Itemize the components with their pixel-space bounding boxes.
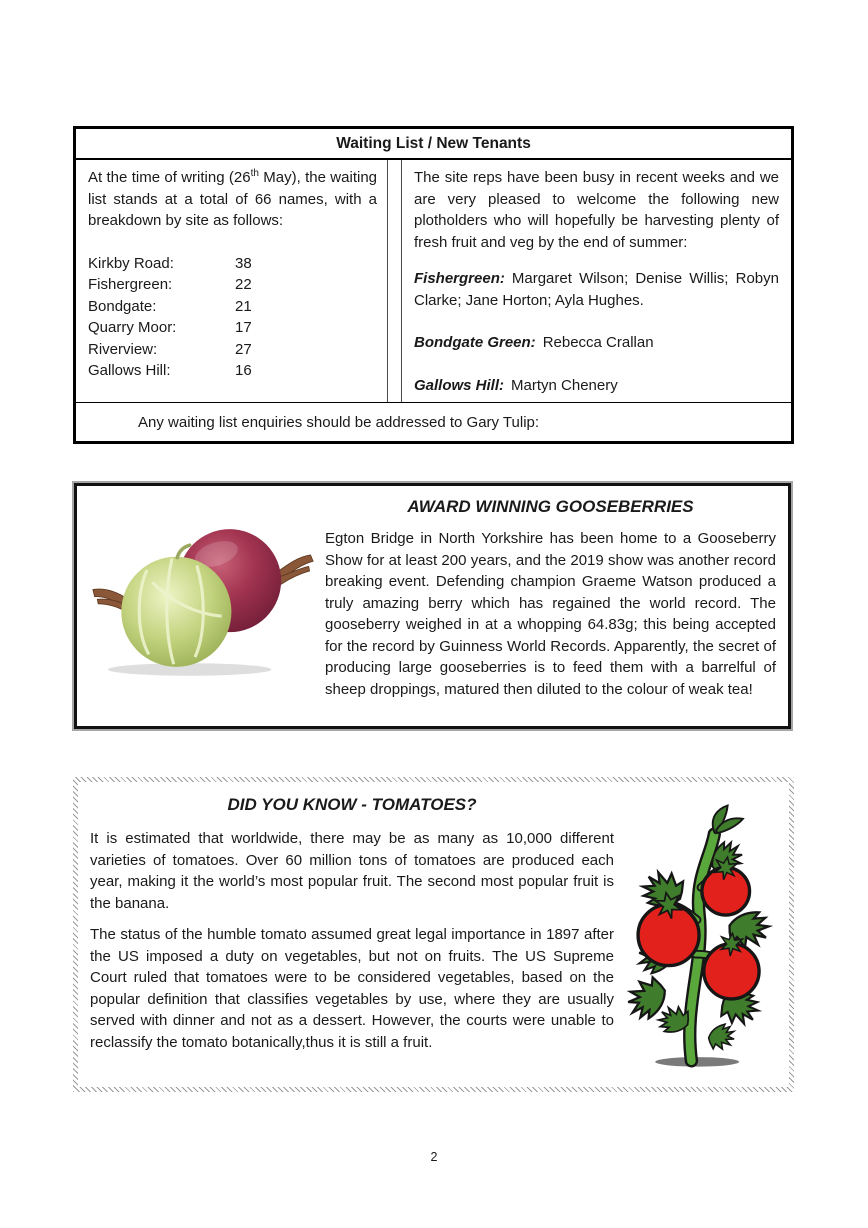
site-count: 38 bbox=[235, 254, 252, 272]
tenant-site-label: Fishergreen: bbox=[414, 270, 505, 287]
tomatoes-paragraph-2: The status of the humble tomato assumed great legal importance in 1897 after the US imposed a duty on vegetables, but not on fruits. The US Supreme Court ruled that tomatoes were to be considered vegetables, based on the popular definition that classifies vegetables by use, where they are usually served with dinner and not as a dessert. However, the courts were unable to reclassify the tomato botanically,thus it is still a fruit. bbox=[90, 926, 614, 1051]
gooseberries-section bbox=[74, 483, 791, 729]
waiting-list-left-cell bbox=[76, 160, 388, 402]
ordinal-suffix: th bbox=[250, 168, 259, 179]
tomato-plant-illustration bbox=[619, 803, 781, 1071]
site-count: 27 bbox=[235, 340, 252, 358]
site-row bbox=[88, 360, 377, 382]
gooseberries-body: Egton Bridge in North Yorkshire has been home to a Gooseberry Show for at least 200 years, and the 2019 show was another record breaking event. Defending champion Graeme Watson produced a truly amazing berry which has regained the world record. The gooseberry weighed in at a whopping 64.83g; this being accepted for the record by Guinness World Records. Apparently, the secret of producing large gooseberries is to feed them with a barrelful of sheep droppings, matured then diluted to the colour of weak tea! bbox=[325, 530, 776, 698]
tomatoes-title: DID YOU KNOW - TOMATOES? bbox=[227, 795, 477, 814]
tomato-plant-image bbox=[614, 789, 785, 1079]
tomatoes-text-column bbox=[90, 789, 614, 1079]
site-row bbox=[88, 274, 377, 296]
waiting-list-body bbox=[76, 160, 791, 402]
site-count: 21 bbox=[235, 297, 252, 315]
new-tenants-intro: The site reps have been busy in recent weeks and we are very pleased to welcome the following new plotholders who will hopefully be harvesting plenty of fresh fruit and veg by the end of summer: bbox=[414, 169, 779, 251]
page-number: 2 bbox=[430, 1150, 438, 1164]
site-count: 22 bbox=[235, 276, 252, 293]
site-name: Bondgate: bbox=[88, 297, 157, 315]
site-count-list bbox=[88, 253, 377, 382]
site-row bbox=[88, 339, 377, 361]
site-row bbox=[88, 296, 377, 318]
tenant-names: Rebecca Crallan bbox=[542, 334, 654, 351]
tenant-names: Margaret Wilson; Denise Willis; Robyn Clarke; Jane Horton; Ayla Hughes. bbox=[414, 270, 779, 309]
tomatoes-section bbox=[73, 777, 794, 1092]
site-row bbox=[88, 253, 377, 275]
tenant-site-label: Gallows Hill: bbox=[414, 376, 505, 394]
tenant-entry bbox=[414, 332, 779, 354]
waiting-list-title: Waiting List / New Tenants bbox=[76, 129, 791, 160]
tenant-names: Martyn Chenery bbox=[511, 376, 618, 394]
waiting-list-section bbox=[73, 126, 794, 444]
tomatoes-paragraph-1: It is estimated that worldwide, there may be as many as 10,000 different varieties of tomatoes. Over 60 million tons of tomatoes are produced each year, making it the world’s most popular fruit. The second most popular fruit is the banana. bbox=[90, 830, 614, 912]
tenant-entry bbox=[414, 268, 779, 311]
gooseberries-illustration bbox=[92, 508, 314, 680]
site-name: Gallows Hill: bbox=[88, 362, 171, 379]
site-name: Fishergreen: bbox=[88, 276, 173, 293]
site-row bbox=[88, 317, 377, 339]
waiting-list-intro: At the time of writing (26th May), the waiting list stands at a total of 66 names, with a breakdown by site as follows: bbox=[88, 168, 377, 229]
site-name: Kirkby Road: bbox=[88, 254, 174, 272]
gooseberries-title: AWARD WINNING GOOSEBERRIES bbox=[407, 497, 694, 516]
gooseberries-image bbox=[87, 494, 319, 700]
tenant-site-label: Bondgate Green: bbox=[414, 334, 536, 351]
waiting-list-right-cell bbox=[401, 160, 791, 402]
column-divider-gap bbox=[388, 160, 401, 402]
tenant-entry bbox=[414, 375, 779, 397]
site-count: 17 bbox=[235, 319, 252, 336]
site-name: Riverview: bbox=[88, 340, 158, 358]
gooseberries-text-column bbox=[319, 494, 778, 700]
site-name: Quarry Moor: bbox=[88, 319, 177, 336]
site-count: 16 bbox=[235, 362, 252, 379]
waiting-list-contact-note: Any waiting list enquiries should be addressed to Gary Tulip: bbox=[76, 402, 791, 441]
